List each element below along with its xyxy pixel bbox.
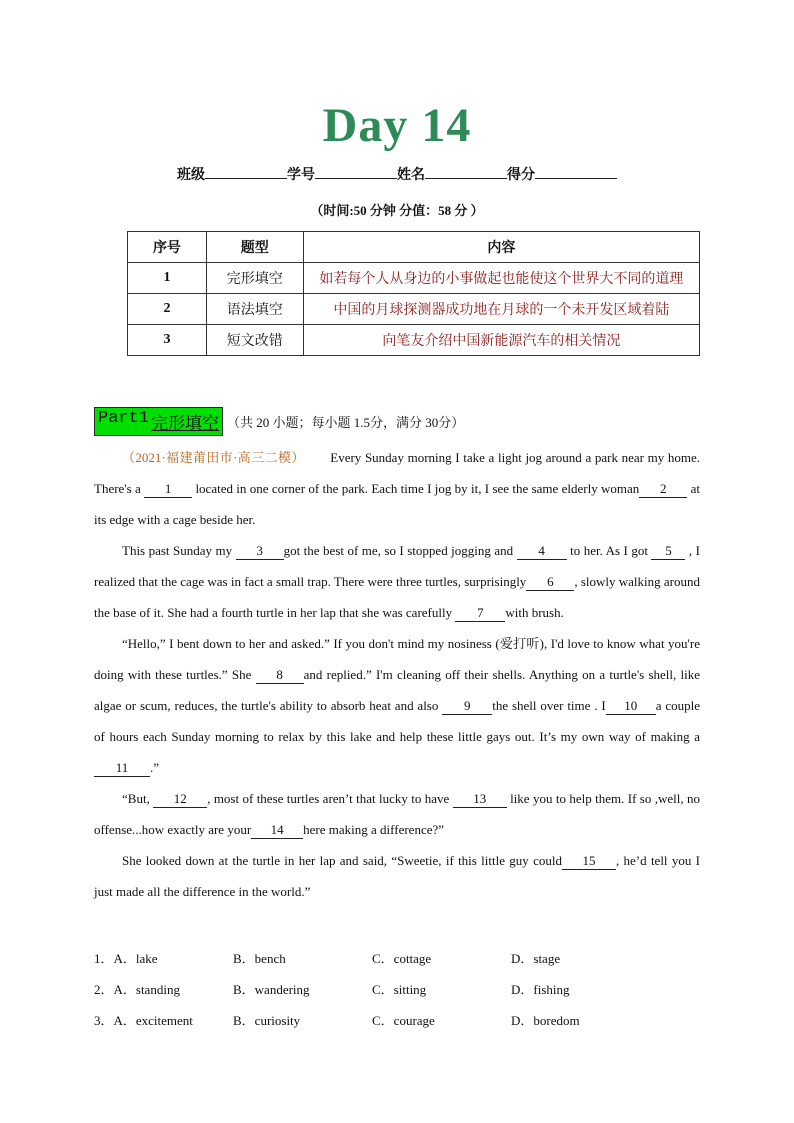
blank-8[interactable]: 8 — [256, 667, 304, 684]
passage-text: .” — [150, 760, 160, 775]
number-label: 学号 — [287, 168, 315, 183]
part1-label-box — [94, 407, 223, 436]
option-d[interactable]: D．stage — [511, 951, 561, 966]
row-content: 中国的月球探测器成功地在月球的一个未开发区域着陆 — [303, 294, 699, 325]
header-number: 序号 — [128, 232, 207, 263]
blank-10[interactable]: 10 — [606, 698, 656, 715]
passage-text: got the best of me, so I stopped jogging and — [283, 543, 517, 558]
header-type: 题型 — [206, 232, 303, 263]
blank-4[interactable]: 4 — [517, 543, 567, 560]
blank-1[interactable]: 1 — [144, 481, 192, 498]
passage-text: “But, — [122, 791, 154, 806]
option-b[interactable]: B．wandering — [233, 982, 310, 997]
passage-paragraph — [94, 783, 700, 845]
blank-3[interactable]: 3 — [236, 543, 284, 560]
row-content: 如若每个人从身边的小事做起也能使这个世界大不同的道理 — [303, 263, 699, 294]
passage-text: , he’d tell you I just made all the difference in the world.” — [94, 853, 700, 899]
cloze-passage — [94, 442, 700, 907]
part1-name: 完形填空 — [151, 413, 220, 434]
option-b[interactable]: B．curiosity — [233, 1013, 301, 1028]
student-info-line — [0, 164, 794, 184]
blank-15[interactable]: 15 — [562, 853, 616, 870]
passage-text: “Hello,” I bent down to her and asked.” If you don't mind my nosiness (爱打听), I'd love to know what you're doing with these turtles.” She — [94, 636, 700, 682]
source-note: （2021·福建莆田市·高三二模） — [122, 450, 305, 465]
passage-text: Every Sunday morning I take a light jog around a park near my home. There's a — [94, 450, 700, 496]
passage-text: a couple of hours each Sunday morning to relax by this lake and help these little gays out. It’s my own way of making a — [94, 698, 700, 744]
blank-5[interactable]: 5 — [651, 543, 685, 560]
blank-6[interactable]: 6 — [526, 574, 574, 591]
option-row — [94, 942, 700, 973]
passage-text: and replied.” I'm cleaning off their shells. Anything on a turtle's shell, like algae or scum, reduces, the turtle's ability to absorb heat and also — [94, 667, 700, 713]
passage-text: like you to help them. If so ,well, no offense...how exactly are your — [94, 791, 700, 837]
name-label: 姓名 — [397, 168, 425, 183]
blank-2[interactable]: 2 — [639, 481, 687, 498]
page-title: Day 14 — [322, 99, 472, 152]
option-row — [94, 1004, 700, 1035]
blank-13[interactable]: 13 — [453, 791, 507, 808]
row-content: 向笔友介绍中国新能源汽车的相关情况 — [303, 325, 699, 356]
passage-text: located in one corner of the park. Each time I jog by it, I see the same elderly woman — [192, 481, 640, 496]
row-number: 1 — [128, 263, 207, 294]
passage-text: here making a difference?” — [303, 822, 445, 837]
option-c[interactable]: C．cottage — [372, 951, 432, 966]
contents-table — [127, 231, 700, 356]
passage-text: to her. As I got — [566, 543, 652, 558]
passage-text: This past Sunday my — [122, 543, 236, 558]
blank-11[interactable]: 11 — [94, 760, 150, 777]
header-content: 内容 — [303, 232, 699, 263]
option-a[interactable]: 3．A．excitement — [94, 1013, 193, 1028]
passage-text: , I realized that the cage was in fact a small trap. There were three turtles, surprisingly — [94, 543, 700, 589]
row-type: 短文改错 — [206, 325, 303, 356]
part1-label: Part1 — [98, 408, 150, 428]
passage-text: , slowly walking around the base of it. She had a fourth turtle in her lap that she was carefully — [94, 574, 700, 620]
table-row — [128, 294, 700, 325]
option-b[interactable]: B．bench — [233, 951, 286, 966]
passage-text: with brush. — [505, 605, 564, 620]
passage-text: the shell over time . I — [492, 698, 606, 713]
passage-text: She looked down at the turtle in her lap and said, “Sweetie, if this little guy could — [122, 853, 562, 868]
option-d[interactable]: D．fishing — [511, 982, 570, 997]
passage-paragraph — [94, 535, 700, 628]
part1-heading — [94, 408, 464, 434]
number-field[interactable] — [315, 164, 397, 179]
option-a[interactable]: 2．A．standing — [94, 982, 180, 997]
table-header-row — [128, 232, 700, 263]
passage-text: , most of these turtles aren’t that lucky to have — [207, 791, 453, 806]
class-field[interactable] — [205, 164, 287, 179]
option-c[interactable]: C．sitting — [372, 982, 427, 997]
time-score-line: （时间:50 分钟 分值：58 分 ） — [310, 203, 484, 218]
passage-text: at its edge with a cage beside her. — [94, 481, 700, 527]
passage-paragraph — [94, 628, 700, 783]
blank-9[interactable]: 9 — [442, 698, 492, 715]
blank-7[interactable]: 7 — [455, 605, 505, 622]
blank-12[interactable]: 12 — [153, 791, 207, 808]
score-label: 得分 — [507, 168, 535, 183]
row-number: 3 — [128, 325, 207, 356]
class-label: 班级 — [177, 168, 205, 183]
name-field[interactable] — [425, 164, 507, 179]
part1-note: （共 20 小题；每小题 1.5分，满分 30分） — [227, 414, 465, 430]
blank-14[interactable]: 14 — [251, 822, 303, 839]
row-type: 语法填空 — [206, 294, 303, 325]
row-number: 2 — [128, 294, 207, 325]
row-type: 完形填空 — [206, 263, 303, 294]
answer-options — [94, 942, 700, 1035]
score-field[interactable] — [535, 164, 617, 179]
table-row — [128, 263, 700, 294]
option-a[interactable]: 1．A．lake — [94, 951, 158, 966]
passage-paragraph — [94, 845, 700, 907]
table-row — [128, 325, 700, 356]
option-row — [94, 973, 700, 1004]
option-d[interactable]: D．boredom — [511, 1013, 580, 1028]
passage-paragraph — [94, 442, 700, 535]
option-c[interactable]: C．courage — [372, 1013, 435, 1028]
